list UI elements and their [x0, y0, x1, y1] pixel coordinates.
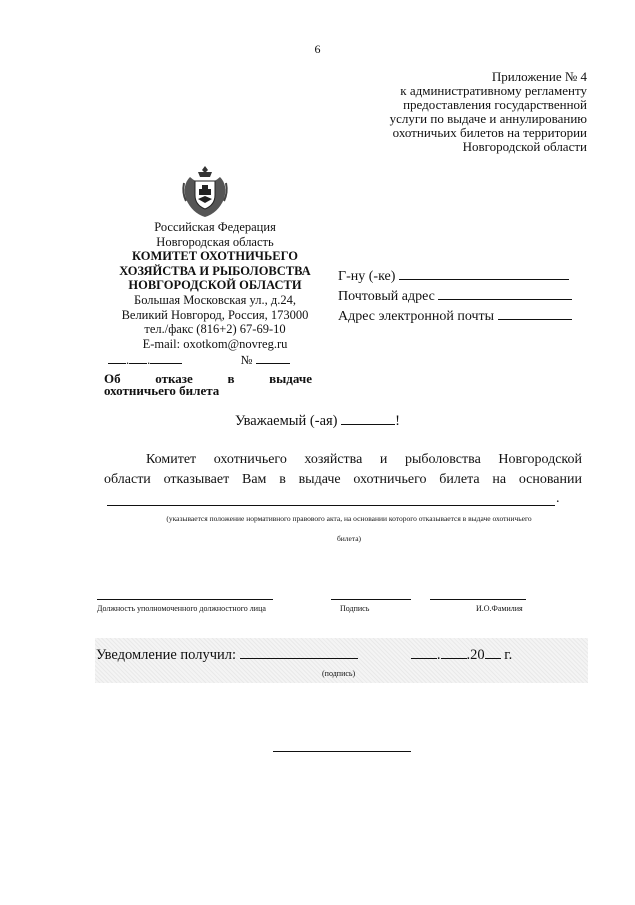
greeting-name-blank[interactable]	[341, 424, 395, 425]
notice-dot: .	[436, 647, 441, 663]
notice-month-blank[interactable]	[441, 658, 467, 659]
basis-note	[104, 509, 594, 549]
signature-blank[interactable]	[331, 599, 411, 600]
appendix-line: предоставления государственной	[403, 97, 587, 112]
notice-label: Уведомление получил:	[96, 647, 237, 663]
subject-line2: охотничьего билета	[104, 383, 220, 398]
date-dot: .	[147, 353, 151, 367]
org-city: Великий Новгород, Россия, 173000	[121, 307, 309, 322]
date-month-blank[interactable]	[129, 363, 147, 364]
recipient-email-label: Адрес электронной почты	[338, 309, 495, 324]
name-caption: И.О.Фамилия	[476, 604, 523, 613]
date-dot: .	[126, 353, 130, 367]
page-number: 6	[314, 42, 321, 56]
recipient-email-blank[interactable]	[498, 319, 572, 320]
organization-block	[100, 220, 330, 351]
name-blank[interactable]	[430, 599, 526, 600]
subject-word: Об	[104, 371, 121, 386]
notice-line	[96, 647, 512, 664]
subject-word: в	[227, 371, 235, 386]
recipient-name-blank[interactable]	[399, 279, 569, 280]
number-label: №	[240, 353, 253, 367]
org-name-line: ХОЗЯЙСТВА И РЫБОЛОВСТВА	[119, 263, 311, 278]
signature-caption: Подпись	[340, 604, 370, 613]
org-name-line: КОМИТЕТ ОХОТНИЧЬЕГО	[132, 249, 298, 264]
date-year-blank[interactable]	[150, 363, 182, 364]
notice-year-suffix: г.	[504, 647, 513, 663]
body-line: области отказывает Вам в выдаче охотничьего билета на основании	[104, 472, 582, 487]
position-caption: Должность уполномоченного должностного лица	[97, 604, 266, 613]
appendix-line: Новгородской области	[462, 139, 587, 154]
recipient-block	[338, 267, 572, 327]
notice-year-prefix: 20	[470, 647, 485, 663]
date-number-line	[108, 353, 290, 368]
recipient-postal-label: Почтовый адрес	[338, 289, 435, 304]
org-country: Российская Федерация	[154, 220, 276, 234]
appendix-title: Приложение № 4	[491, 69, 587, 84]
subject-word: выдаче	[269, 371, 312, 386]
appendix-line: охотничьих билетов на территории	[392, 125, 587, 140]
notice-sign-caption: (подпись)	[322, 669, 356, 678]
coat-of-arms-icon	[180, 163, 230, 219]
greeting-end: !	[395, 413, 400, 429]
basis-blank[interactable]	[107, 505, 555, 506]
org-phone: тел./факс (816+2) 67-69-10	[144, 322, 286, 337]
org-name-line: НОВГОРОДСКОЙ ОБЛАСТИ	[128, 278, 302, 293]
notice-dot: .	[466, 647, 471, 663]
appendix-line: к административному регламенту	[400, 83, 587, 98]
notice-year-blank[interactable]	[485, 658, 501, 659]
note-line: билета)	[336, 534, 362, 543]
body-line: Комитет охотничьего хозяйства и рыболовства Новгородской	[146, 452, 582, 467]
recipient-to-label: Г-ну (-ке)	[338, 269, 396, 284]
appendix-line: услуги по выдаче и аннулированию	[389, 111, 587, 126]
org-region: Новгородская область	[156, 234, 274, 249]
org-address: Большая Московская ул., д.24,	[134, 292, 296, 307]
body-text	[104, 450, 582, 490]
basis-end: .	[556, 491, 560, 506]
subject-word: отказе	[155, 371, 193, 386]
note-line: (указывается положение нормативного правового акта, на основании которого отказывается в выдаче охотничьего	[166, 514, 532, 523]
org-email: E-mail: oxotkom@novreg.ru	[142, 336, 288, 351]
number-blank[interactable]	[256, 363, 290, 364]
bottom-blank-line	[273, 751, 411, 752]
recipient-postal-blank[interactable]	[438, 299, 572, 300]
appendix-block	[327, 70, 587, 154]
notice-signature-blank[interactable]	[240, 658, 358, 659]
position-blank[interactable]	[97, 599, 273, 600]
greeting	[0, 413, 635, 430]
notice-day-blank[interactable]	[411, 658, 437, 659]
subject-heading	[104, 373, 312, 397]
greeting-text: Уважаемый (-ая)	[235, 413, 338, 429]
date-day-blank[interactable]	[108, 363, 126, 364]
